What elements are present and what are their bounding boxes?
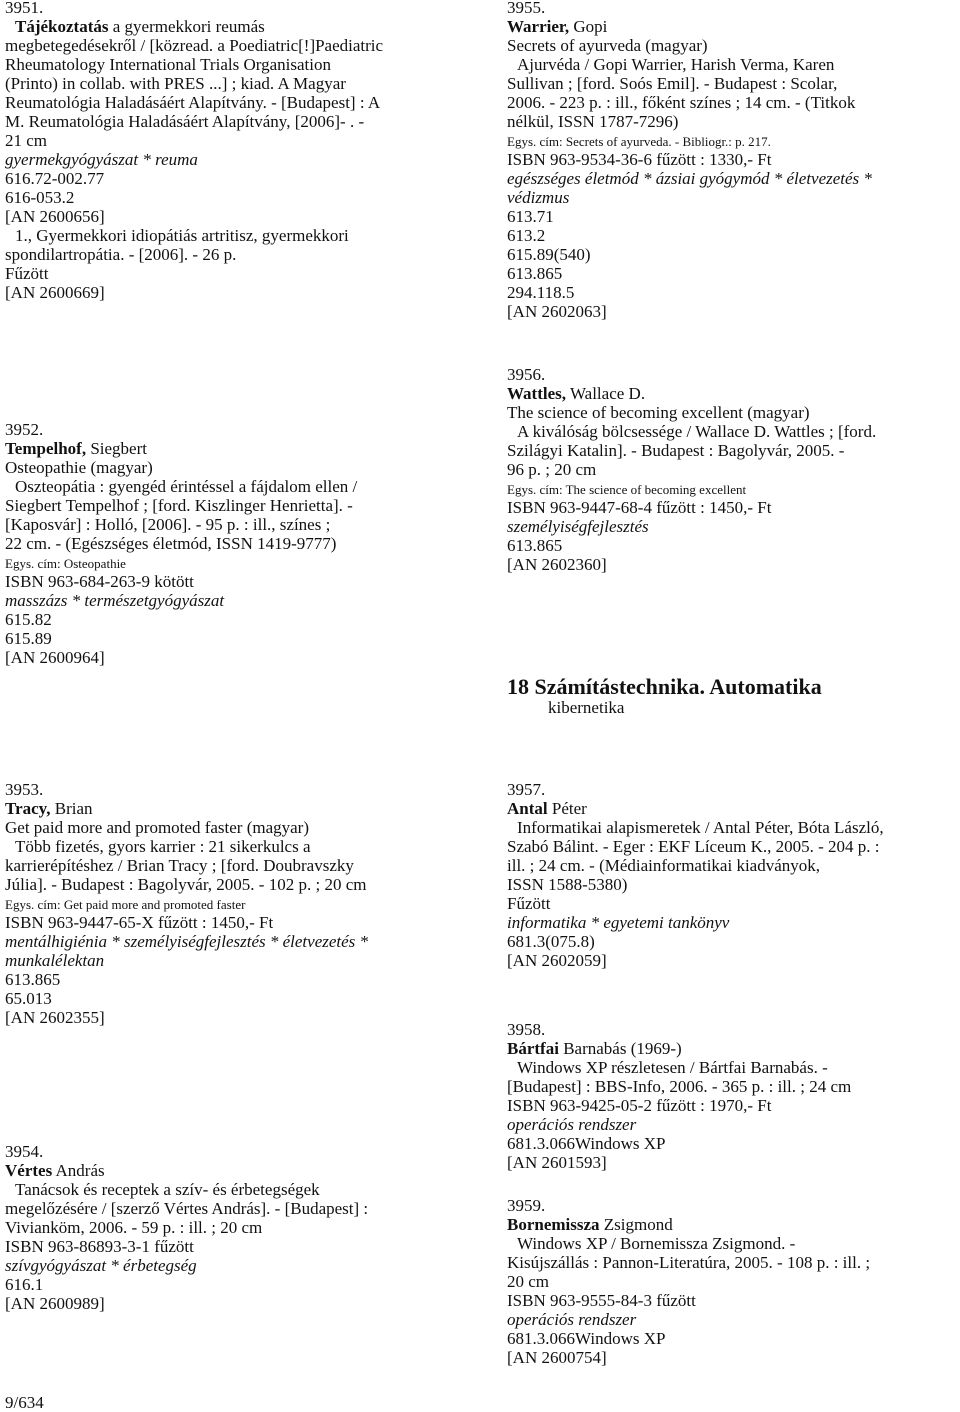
entry-text: Windows XP részletesen / Bártfai Barnabás. - xyxy=(517,1058,828,1077)
entry-text: ISSN 1588-5380) xyxy=(507,875,628,894)
entry-text: Egys. cím: Secrets of ayurveda. - Bibliogr.: p. 217. xyxy=(507,134,771,149)
entry-line xyxy=(5,970,368,989)
entry-line xyxy=(5,610,357,629)
entry-text: nélkül, ISSN 1787-7296) xyxy=(507,112,679,131)
entry-line xyxy=(5,283,383,302)
entry-line xyxy=(5,572,357,591)
entry-text: 681.3.066Windows XP xyxy=(507,1134,666,1153)
entry-line xyxy=(5,1256,368,1275)
entry-line xyxy=(507,479,876,498)
entry-line xyxy=(5,1218,368,1237)
entry-line xyxy=(5,1294,368,1313)
entry-text: 613.2 xyxy=(507,226,546,245)
entry-line xyxy=(507,1153,851,1172)
entry-line xyxy=(507,818,884,837)
entry-line xyxy=(5,188,383,207)
subject-terms: egészséges életmód * ázsiai gyógymód * életvezetés * xyxy=(507,169,872,188)
entry-text: [AN 2600989] xyxy=(5,1294,105,1313)
entry-text: [AN 2602063] xyxy=(507,302,607,321)
entry-3953 xyxy=(5,780,368,1027)
entry-text: Windows XP / Bornemissza Zsigmond. - xyxy=(517,1234,796,1253)
entry-line xyxy=(5,264,383,283)
entry-line xyxy=(507,283,872,302)
entry-text: 2006. - 223 p. : ill., főként színes ; 14 cm. - (Titkok xyxy=(507,93,856,112)
entry-line xyxy=(507,207,872,226)
entry-line xyxy=(5,913,368,932)
entry-line xyxy=(507,74,872,93)
entry-text: Szilágyi Katalin]. - Budapest : Bagolyvár, 2005. - xyxy=(507,441,845,460)
entry-text: Egys. cím: The science of becoming excellent xyxy=(507,482,747,497)
entry-line xyxy=(507,913,884,932)
entry-text: Júlia]. - Budapest : Bagolyvár, 2005. - 102 p. ; 20 cm xyxy=(5,875,367,894)
entry-text: Tanácsok és receptek a szív- és érbetegségek xyxy=(15,1180,320,1199)
entry-text: Rheumatology International Trials Organisation xyxy=(5,55,331,74)
entry-text: Siegbert Tempelhof ; [ford. Kiszlinger Henrietta]. - xyxy=(5,496,353,515)
entry-text: a gyermekkori reumás xyxy=(108,17,265,36)
entry-line xyxy=(507,837,884,856)
author-name: Vértes xyxy=(5,1161,53,1180)
entry-text: Vivianköm, 2006. - 59 p. : ill. ; 20 cm xyxy=(5,1218,263,1237)
entry-text: ISBN 963-9425-05-2 fűzött : 1970,- Ft xyxy=(507,1096,772,1115)
author-name: Tracy, xyxy=(5,799,51,818)
entry-line xyxy=(507,131,872,150)
entry-line xyxy=(507,1253,870,1272)
entry-text: Secrets of ayurveda (magyar) xyxy=(507,36,708,55)
entry-line xyxy=(5,112,383,131)
entry-text: ISBN 963-9447-65-X fűzött : 1450,- Ft xyxy=(5,913,274,932)
entry-line xyxy=(507,555,876,574)
entry-text: [Kaposvár] : Holló, [2006]. - 95 p. : ill., színes ; xyxy=(5,515,331,534)
entry-line xyxy=(5,1199,368,1218)
entry-text: Kisújszállás : Pannon-Literatúra, 2005. - 108 p. : ill. ; xyxy=(507,1253,871,1272)
entry-line xyxy=(5,818,368,837)
entry-text: [AN 2600754] xyxy=(507,1348,607,1367)
entry-text: 21 cm xyxy=(5,131,48,150)
entry-text: Get paid more and promoted faster (magyar) xyxy=(5,818,309,837)
entry-line xyxy=(507,1348,870,1367)
subject-terms: masszázs * természetgyógyászat xyxy=(5,591,225,610)
entry-3954 xyxy=(5,1142,368,1313)
entry-text: Ajurvéda / Gopi Warrier, Harish Verma, Karen xyxy=(517,55,835,74)
section-heading: 18 Számítástechnika. Automatika xyxy=(507,674,822,699)
entry-text: [AN 2600669] xyxy=(5,283,105,302)
entry-text: [AN 2602059] xyxy=(507,951,607,970)
entry-line xyxy=(5,245,383,264)
entry-text: 613.865 xyxy=(507,264,563,283)
author-name: Tempelhof, xyxy=(5,439,87,458)
subject-terms: szívgyógyászat * érbetegség xyxy=(5,1256,197,1275)
entry-line xyxy=(5,150,383,169)
entry-number: 3957. xyxy=(507,780,546,799)
subject-terms: informatika * egyetemi tankönyv xyxy=(507,913,730,932)
entry-line xyxy=(507,517,876,536)
entry-line xyxy=(5,1008,368,1027)
entry-line xyxy=(507,188,872,207)
entry-line xyxy=(507,1291,870,1310)
subject-terms: gyermekgyógyászat * reuma xyxy=(5,150,198,169)
entry-line xyxy=(5,496,357,515)
entry-text: ISBN 963-9555-84-3 fűzött xyxy=(507,1291,696,1310)
entry-text: Osteopathie (magyar) xyxy=(5,458,153,477)
entry-line xyxy=(5,515,357,534)
entry-text: ISBN 963-86893-3-1 fűzött xyxy=(5,1237,194,1256)
entry-3956 xyxy=(507,365,876,574)
entry-line xyxy=(5,458,357,477)
entry-line xyxy=(5,875,368,894)
entry-line xyxy=(507,422,876,441)
author-name: Tájékoztatás xyxy=(15,17,109,36)
entry-text: Brian xyxy=(50,799,93,818)
entry-line xyxy=(5,648,357,667)
entry-line xyxy=(507,384,876,403)
entry-number: 3954. xyxy=(5,1142,44,1161)
entry-line xyxy=(507,894,884,913)
entry-line xyxy=(507,1077,851,1096)
entry-line xyxy=(507,1134,851,1153)
entry-line xyxy=(5,837,368,856)
subject-terms: személyiségfejlesztés xyxy=(507,517,649,536)
entry-text: Fűzött xyxy=(5,264,49,283)
entry-text: 616-053.2 xyxy=(5,188,75,207)
author-name: Antal xyxy=(507,799,548,818)
entry-line xyxy=(507,150,872,169)
entry-text: 96 p. ; 20 cm xyxy=(507,460,597,479)
entry-line xyxy=(507,1234,870,1253)
entry-line xyxy=(5,439,357,458)
entry-number: 3952. xyxy=(5,420,44,439)
entry-line xyxy=(5,989,368,1008)
entry-line xyxy=(5,951,368,970)
entry-line xyxy=(5,1275,368,1294)
entry-number: 3958. xyxy=(507,1020,546,1039)
entry-line xyxy=(5,553,357,572)
entry-text: 20 cm xyxy=(507,1272,550,1291)
entry-line xyxy=(5,169,383,188)
entry-text: 65.013 xyxy=(5,989,52,1008)
entry-line xyxy=(5,534,357,553)
entry-number: 3955. xyxy=(507,0,546,17)
entry-text: Siegbert xyxy=(86,439,147,458)
entry-number: 3959. xyxy=(507,1196,546,1215)
entry-3952 xyxy=(5,420,357,667)
entry-3958 xyxy=(507,1020,851,1172)
entry-text: [AN 2601593] xyxy=(507,1153,607,1172)
entry-line xyxy=(5,74,383,93)
entry-line xyxy=(5,131,383,150)
entry-text: 613.865 xyxy=(5,970,61,989)
entry-text: ISBN 963-9534-36-6 fűzött : 1330,- Ft xyxy=(507,150,772,169)
entry-line xyxy=(507,245,872,264)
subject-terms: mentálhigiénia * személyiségfejlesztés * életvezetés * xyxy=(5,932,369,951)
entry-text: ISBN 963-9447-68-4 fűzött : 1450,- Ft xyxy=(507,498,772,517)
entry-line xyxy=(5,477,357,496)
entry-line xyxy=(507,932,884,951)
entry-number: 3956. xyxy=(507,365,546,384)
entry-text: András xyxy=(52,1161,105,1180)
entry-text: Sullivan ; [ford. Soós Emil]. - Budapest : Scolar, xyxy=(507,74,838,93)
entry-text: karrierépítéshez / Brian Tracy ; [ford. Doubravszky xyxy=(5,856,354,875)
entry-line xyxy=(507,1096,851,1115)
entry-text: 294.118.5 xyxy=(507,283,575,302)
entry-line xyxy=(507,1058,851,1077)
entry-line xyxy=(507,460,876,479)
entry-text: A kiválóság bölcsessége / Wallace D. Wattles ; [ford. xyxy=(517,422,877,441)
subject-terms: munkalélektan xyxy=(5,951,105,970)
entry-line xyxy=(507,1039,851,1058)
entry-line xyxy=(507,1310,870,1329)
entry-text: ill. ; 24 cm. - (Médiainformatikai kiadványok, xyxy=(507,856,821,875)
entry-line xyxy=(5,1180,368,1199)
entry-text: Reumatológia Haladásáért Alapítvány. - [Budapest] : A xyxy=(5,93,381,112)
entry-line xyxy=(507,498,876,517)
entry-line xyxy=(5,591,357,610)
entry-line xyxy=(507,302,872,321)
entry-line xyxy=(507,403,876,422)
entry-text: Gopi xyxy=(569,17,608,36)
author-name: Warrier, xyxy=(507,17,570,36)
entry-text: 681.3(075.8) xyxy=(507,932,595,951)
entry-text: Péter xyxy=(547,799,587,818)
entry-3959 xyxy=(507,1196,870,1367)
entry-text: 615.89 xyxy=(5,629,52,648)
entry-line xyxy=(507,856,884,875)
entry-text: M. Reumatológia Haladásáért Alapítvány, [2006]- . - xyxy=(5,112,365,131)
subject-terms: operációs rendszer xyxy=(507,1115,637,1134)
entry-text: Barnabás (1969-) xyxy=(558,1039,682,1058)
entry-line xyxy=(5,932,368,951)
entry-line xyxy=(5,856,368,875)
entry-text: Informatikai alapismeretek / Antal Péter, Bóta László, xyxy=(517,818,884,837)
entry-text: 616.1 xyxy=(5,1275,44,1294)
author-name: Bornemissza xyxy=(507,1215,600,1234)
entry-line xyxy=(507,17,872,36)
author-name: Bártfai xyxy=(507,1039,559,1058)
entry-text: Fűzött xyxy=(507,894,551,913)
entry-text: 613.865 xyxy=(507,536,563,555)
entry-number: 3951. xyxy=(5,0,44,17)
entry-line xyxy=(507,1272,870,1291)
entry-text: Oszteopátia : gyengéd érintéssel a fájdalom ellen / xyxy=(15,477,358,496)
entry-line xyxy=(507,55,872,74)
entry-text: 681.3.066Windows XP xyxy=(507,1329,666,1348)
section-subheading: kibernetika xyxy=(548,698,625,717)
entry-line xyxy=(5,17,383,36)
entry-text: (Printo) in collab. with PRES ...] ; kiad. A Magyar xyxy=(5,74,346,93)
entry-text: 1., Gyermekkori idiopátiás artritisz, gyermekkori xyxy=(15,226,349,245)
entry-text: 616.72-002.77 xyxy=(5,169,105,188)
page-number: 9/634 xyxy=(5,1393,44,1412)
entry-line xyxy=(5,799,368,818)
entry-line xyxy=(507,169,872,188)
entry-text: [AN 2600656] xyxy=(5,207,105,226)
entry-line xyxy=(507,441,876,460)
entry-line xyxy=(507,112,872,131)
entry-line xyxy=(507,226,872,245)
entry-line xyxy=(5,894,368,913)
subject-terms: operációs rendszer xyxy=(507,1310,637,1329)
entry-line xyxy=(507,264,872,283)
entry-line xyxy=(507,1115,851,1134)
entry-line xyxy=(507,1215,870,1234)
entry-text: Egys. cím: Osteopathie xyxy=(5,556,126,571)
entry-line xyxy=(5,93,383,112)
entry-line xyxy=(5,1161,368,1180)
entry-text: spondilartropátia. - [2006]. - 26 p. xyxy=(5,245,237,264)
subject-terms: védizmus xyxy=(507,188,570,207)
author-name: Wattles, xyxy=(507,384,567,403)
entry-line xyxy=(507,93,872,112)
entry-text: 22 cm. - (Egészséges életmód, ISSN 1419-9777) xyxy=(5,534,337,553)
entry-3955 xyxy=(507,0,872,321)
entry-line xyxy=(5,207,383,226)
entry-line xyxy=(507,536,876,555)
entry-text: Egys. cím: Get paid more and promoted faster xyxy=(5,897,246,912)
entry-line xyxy=(5,226,383,245)
entry-text: 615.82 xyxy=(5,610,52,629)
entry-3951 xyxy=(5,0,383,302)
entry-3957 xyxy=(507,780,884,970)
entry-text: megbetegedésekről / [közread. a Poediatric[!]Paediatric xyxy=(5,36,384,55)
entry-line xyxy=(5,55,383,74)
entry-text: [AN 2602355] xyxy=(5,1008,105,1027)
entry-line xyxy=(507,875,884,894)
entry-line xyxy=(507,951,884,970)
entry-text: Szabó Bálint. - Eger : EKF Líceum K., 2005. - 204 p. : xyxy=(507,837,880,856)
entry-text: Wallace D. xyxy=(566,384,646,403)
entry-line xyxy=(507,36,872,55)
entry-text: [Budapest] : BBS-Info, 2006. - 365 p. : ill. ; 24 cm xyxy=(507,1077,852,1096)
entry-text: ISBN 963-684-263-9 kötött xyxy=(5,572,194,591)
entry-text: The science of becoming excellent (magyar) xyxy=(507,403,810,422)
entry-text: Zsigmond xyxy=(599,1215,673,1234)
entry-number: 3953. xyxy=(5,780,44,799)
entry-text: [AN 2602360] xyxy=(507,555,607,574)
entry-line xyxy=(5,36,383,55)
entry-line xyxy=(507,799,884,818)
entry-line xyxy=(507,1329,870,1348)
entry-text: 613.71 xyxy=(507,207,554,226)
entry-text: Több fizetés, gyors karrier : 21 sikerkulcs a xyxy=(15,837,311,856)
entry-line xyxy=(5,1237,368,1256)
entry-text: megelőzésére / [szerző Vértes András]. - [Budapest] : xyxy=(5,1199,369,1218)
entry-text: [AN 2600964] xyxy=(5,648,105,667)
entry-text: 615.89(540) xyxy=(507,245,591,264)
entry-line xyxy=(5,629,357,648)
